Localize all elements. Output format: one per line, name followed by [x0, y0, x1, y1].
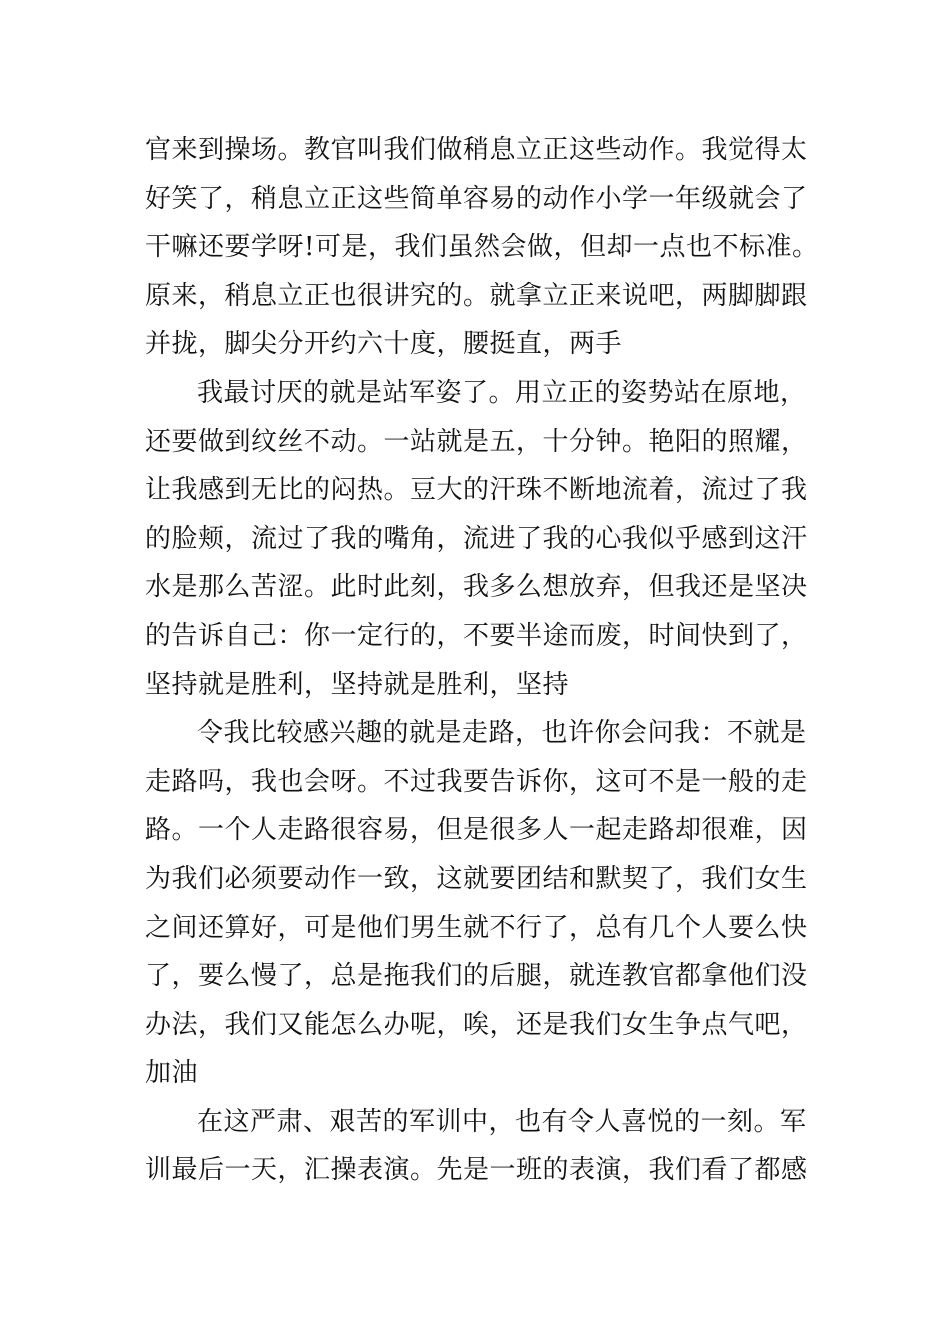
text-line: 的脸颊，流过了我的嘴角，流进了我的心我似乎感到这汗	[145, 523, 808, 554]
text-line: 走路吗，我也会呀。不过我要告诉你，这可不是一般的走	[145, 766, 808, 797]
text-line: 原来，稍息立正也很讲究的。就拿立正来说吧，两脚脚跟	[145, 280, 808, 311]
text-line: 令我比较感兴趣的就是走路，也许你会问我：不就是	[197, 718, 807, 749]
text-line: 的告诉自己：你一定行的，不要半途而废，时间快到了，	[145, 620, 808, 651]
text-line: 在这严肃、艰苦的军训中，也有令人喜悦的一刻。军	[197, 1106, 807, 1137]
text-line: 水是那么苦涩。此时此刻，我多么想放弃，但我还是坚决	[145, 572, 808, 603]
text-line: 了，要么慢了，总是拖我们的后腿，就连教官都拿他们没	[145, 961, 808, 992]
text-line: 好笑了，稍息立正这些简单容易的动作小学一年级就会了	[145, 183, 808, 214]
text-line: 让我感到无比的闷热。豆大的汗珠不断地流着，流过了我	[145, 475, 808, 506]
text-line: 我最讨厌的就是站军姿了。用立正的姿势站在原地，	[197, 377, 807, 408]
text-line: 官来到操场。教官叫我们做稍息立正这些动作。我觉得太	[145, 135, 808, 165]
text-line: 干嘛还要学呀!可是，我们虽然会做，但却一点也不标准。	[145, 232, 819, 263]
text-line: 加油	[145, 1058, 199, 1089]
text-line: 之间还算好，可是他们男生就不行了，总有几个人要么快	[145, 912, 808, 943]
text-line: 办法，我们又能怎么办呢，唉，还是我们女生争点气吧，	[145, 1009, 808, 1040]
text-line: 为我们必须要动作一致，这就要团结和默契了，我们女生	[145, 863, 808, 894]
text-line: 并拢，脚尖分开约六十度，腰挺直，两手	[145, 329, 623, 360]
text-line: 还要做到纹丝不动。一站就是五，十分钟。艳阳的照耀，	[145, 426, 808, 457]
text-line: 路。一个人走路很容易，但是很多人一起走路却很难，因	[145, 815, 808, 846]
text-line: 坚持就是胜利，坚持就是胜利，坚持	[145, 669, 570, 700]
document-body	[145, 126, 819, 1195]
text-line: 训最后一天，汇操表演。先是一班的表演，我们看了都感	[145, 1155, 808, 1186]
